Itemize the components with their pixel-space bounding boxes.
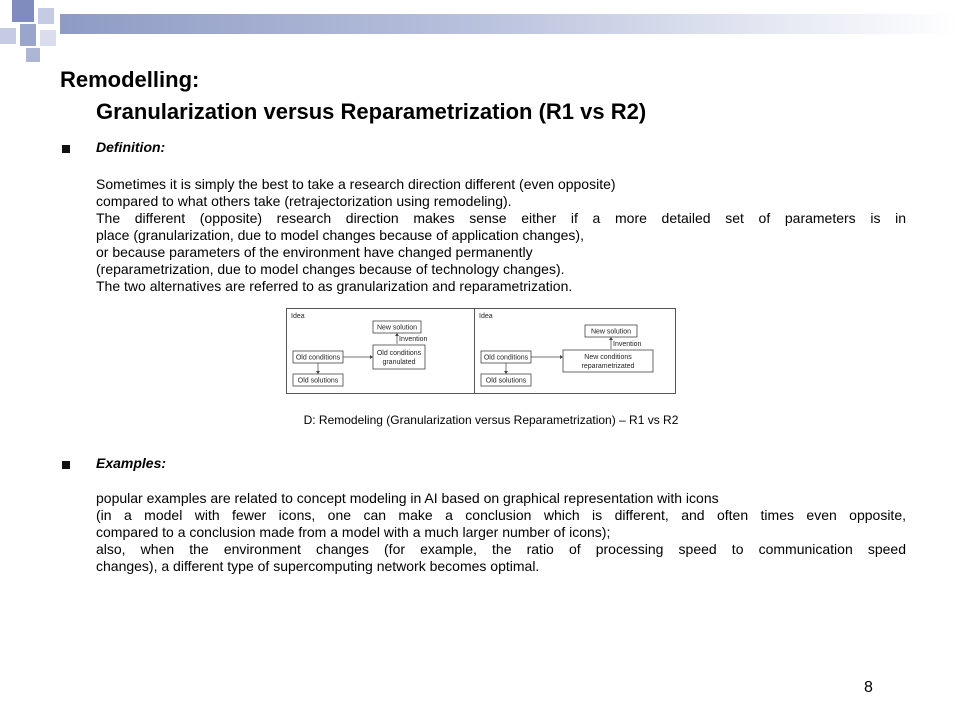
bullet-square-icon	[62, 461, 70, 469]
text-line: popular examples are related to concept modeling in AI based on graphical representation with icons	[96, 490, 719, 506]
diagram-svg	[287, 309, 487, 393]
decor-square	[12, 0, 34, 22]
text-line: changes), a different type of supercomputing network becomes optimal.	[96, 558, 540, 574]
text-line: compared to a conclusion made from a model with a much larger number of icons);	[96, 524, 611, 540]
old-solutions-box: Old solutions	[485, 377, 527, 385]
definition-text	[96, 176, 906, 295]
definition-heading: Definition:	[96, 139, 166, 155]
bullet-square-icon	[62, 145, 70, 153]
middle-box-line-2: granulated	[382, 359, 416, 366]
diagram-granularization	[286, 308, 488, 394]
middle-box-line-2: reparametrizated	[581, 363, 635, 370]
text-line: place (granularization, due to model changes because of application changes),	[96, 227, 584, 243]
text-line: The two alternatives are referred to as granularization and reparametrization.	[96, 278, 573, 294]
text-line: or because parameters of the environment have changed permanently	[96, 244, 533, 260]
diagram-label: Idea	[291, 313, 305, 320]
old-conditions-box: Old conditions	[295, 354, 341, 362]
invention-label: Invention	[613, 341, 642, 348]
diagram-label: Idea	[479, 313, 493, 320]
text-line: Sometimes it is simply the best to take a research direction different (even opposite)	[96, 176, 616, 192]
title-line-2: Granularization versus Reparametrization (R1 vs R2)	[96, 99, 647, 124]
old-conditions-box: Old conditions	[483, 354, 529, 362]
title-line-1: Remodelling:	[60, 67, 200, 92]
decor-square	[40, 30, 56, 46]
decor-square	[20, 24, 36, 46]
text-line: (reparametrization, due to model changes because of technology changes).	[96, 261, 565, 277]
text-line: The different (opposite) research direction makes sense either if a more detailed set of parameters is in	[96, 210, 906, 226]
middle-box-line-1: New conditions	[584, 354, 632, 361]
decor-square	[0, 28, 16, 44]
text-line: compared to what others take (retrajectorization using remodeling).	[96, 193, 512, 209]
diagram-svg	[475, 309, 675, 393]
examples-text	[96, 490, 906, 575]
invention-label: Invention	[399, 336, 428, 343]
examples-heading: Examples:	[96, 455, 167, 471]
header-band	[60, 14, 960, 34]
new-solution-box: New solution	[376, 324, 418, 332]
middle-box-line-1: Old conditions	[376, 350, 422, 357]
slide-title	[60, 64, 646, 128]
old-solutions-box: Old solutions	[297, 377, 339, 385]
diagram-reparametrization	[474, 308, 676, 394]
figure-caption: D: Remodeling (Granularization versus Reparametrization) – R1 vs R2	[303, 413, 679, 427]
decor-square	[26, 48, 40, 62]
decor-square	[38, 8, 54, 24]
text-line: also, when the environment changes (for example, the ratio of processing speed to communication speed	[96, 541, 906, 557]
page-number: 8	[864, 679, 873, 696]
text-line: (in a model with fewer icons, one can make a conclusion which is different, and often times even opposite,	[96, 507, 906, 523]
new-solution-box: New solution	[590, 328, 632, 336]
